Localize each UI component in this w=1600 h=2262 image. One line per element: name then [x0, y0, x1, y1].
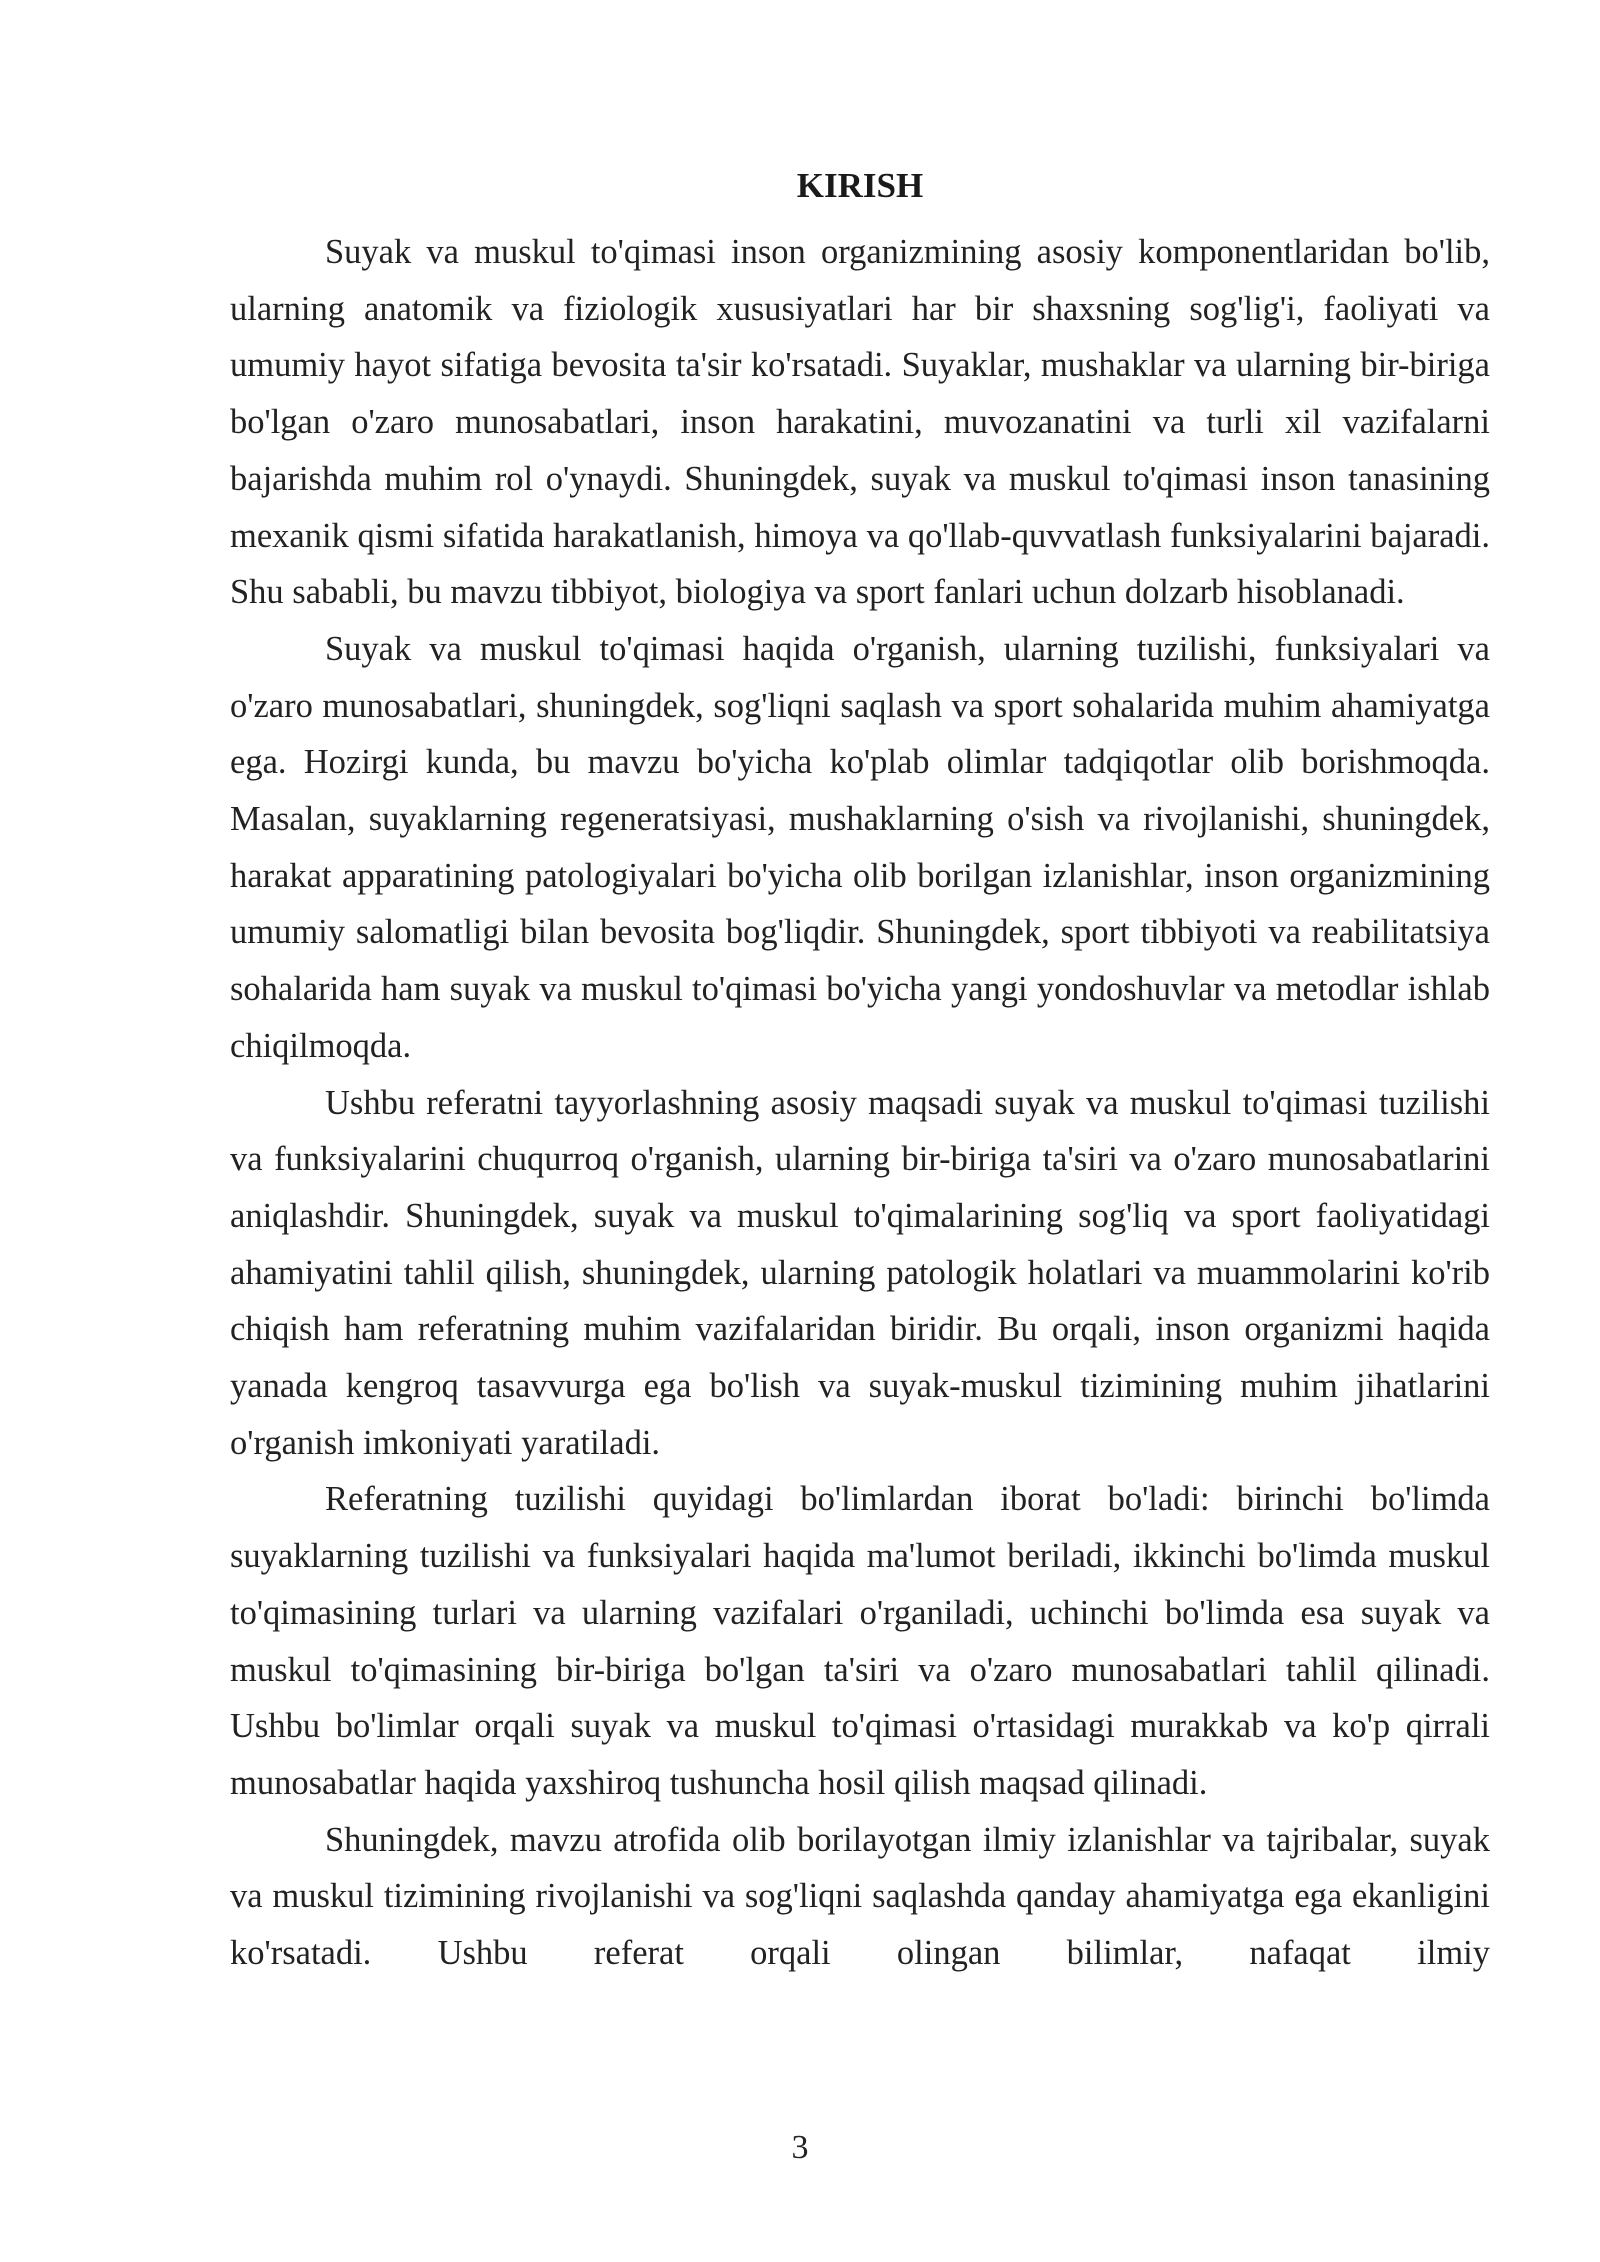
- paragraph-2: Suyak va muskul to'qimasi haqida o'rganish, ularning tuzilishi, funksiyalari va o'zaro munosabatlari, shuningdek, sog'liqni saqlash va sport sohalarida muhim ahamiyatga ega. Hozirgi kunda, bu mavzu bo'yicha ko'plab olimlar tadqiqotlar olib borishmoqda. Masalan, suyaklarning regeneratsiyasi, mushaklarning o'sish va rivojlanishi, shuningdek, harakat apparatining patologiyalari bo'yicha olib borilgan izlanishlar, inson organizmining umumiy salomatligi bilan bevosita bog'liqdir. Shuningdek, sport tibbiyoti va reabilitatsiya sohalarida ham suyak va muskul to'qimasi bo'yicha yangi yondoshuvlar va metodlar ishlab chiqilmoqda.: [230, 629, 1490, 1065]
- paragraph-4: Referatning tuzilishi quyidagi bo'limlardan iborat bo'ladi: birinchi bo'limda suyaklarning tuzilishi va funksiyalari haqida ma'lumot beriladi, ikkinchi bo'limda muskul to'qimasining turlari va ularning vazifalari o'rganiladi, uchinchi bo'limda esa suyak va muskul to'qimasining bir-biriga bo'lgan ta'siri va o'zaro munosabatlari tahlil qilinadi. Ushbu bo'limlar orqali suyak va muskul to'qimasi o'rtasidagi murakkab va ko'p qirrali munosabatlar haqida yaxshiroq tushuncha hosil qilish maqsad qilinadi.: [230, 1480, 1490, 1802]
- page-body: [230, 160, 1490, 1982]
- paragraph-5: Shuningdek, mavzu atrofida olib borilayotgan ilmiy izlanishlar va tajribalar, suyak va muskul tizimining rivojlanishi va sog'liqni saqlashda qanday ahamiyatga ega ekanligini ko'rsatadi. Ushbu referat orqali olingan bilimlar, nafaqat ilmiy: [230, 1820, 1490, 1973]
- paragraph-1: Suyak va muskul to'qimasi inson organizmining asosiy komponentlaridan bo'lib, ularning anatomik va fiziologik xususiyatlari har bir shaxsning sog'lig'i, faoliyati va umumiy hayot sifatiga bevosita ta'sir ko'rsatadi. Suyaklar, mushaklar va ularning bir-biriga bo'lgan o'zaro munosabatlari, inson harakatini, muvozanatini va turli xil vazifalarni bajarishda muhim rol o'ynaydi. Shuningdek, suyak va muskul to'qimasi inson tanasining mexanik qismi sifatida harakatlanish, himoya va qo'llab-quvvatlash funksiyalarini bajaradi. Shu sababli, bu mavzu tibbiyot, biologiya va sport fanlari uchun dolzarb hisoblanadi.: [230, 233, 1490, 612]
- page-number: 3: [791, 2129, 809, 2166]
- paragraph-3: Ushbu referatni tayyorlashning asosiy maqsadi suyak va muskul to'qimasi tuzilishi va funksiyalarini chuqurroq o'rganish, ularning bir-biriga ta'siri va o'zaro munosabatlarini aniqlashdir. Shuningdek, suyak va muskul to'qimalarining sog'liq va sport faoliyatidagi ahamiyatini tahlil qilish, shuningdek, ularning patologik holatlari va muammolarini ko'rib chiqish ham referatning muhim vazifalaridan biridir. Bu orqali, inson organizmi haqida yanada kengroq tasavvurga ega bo'lish va suyak-muskul tizimining muhim jihatlarini o'rganish imkoniyati yaratiladi.: [230, 1083, 1490, 1462]
- page-title: KIRISH: [796, 166, 924, 205]
